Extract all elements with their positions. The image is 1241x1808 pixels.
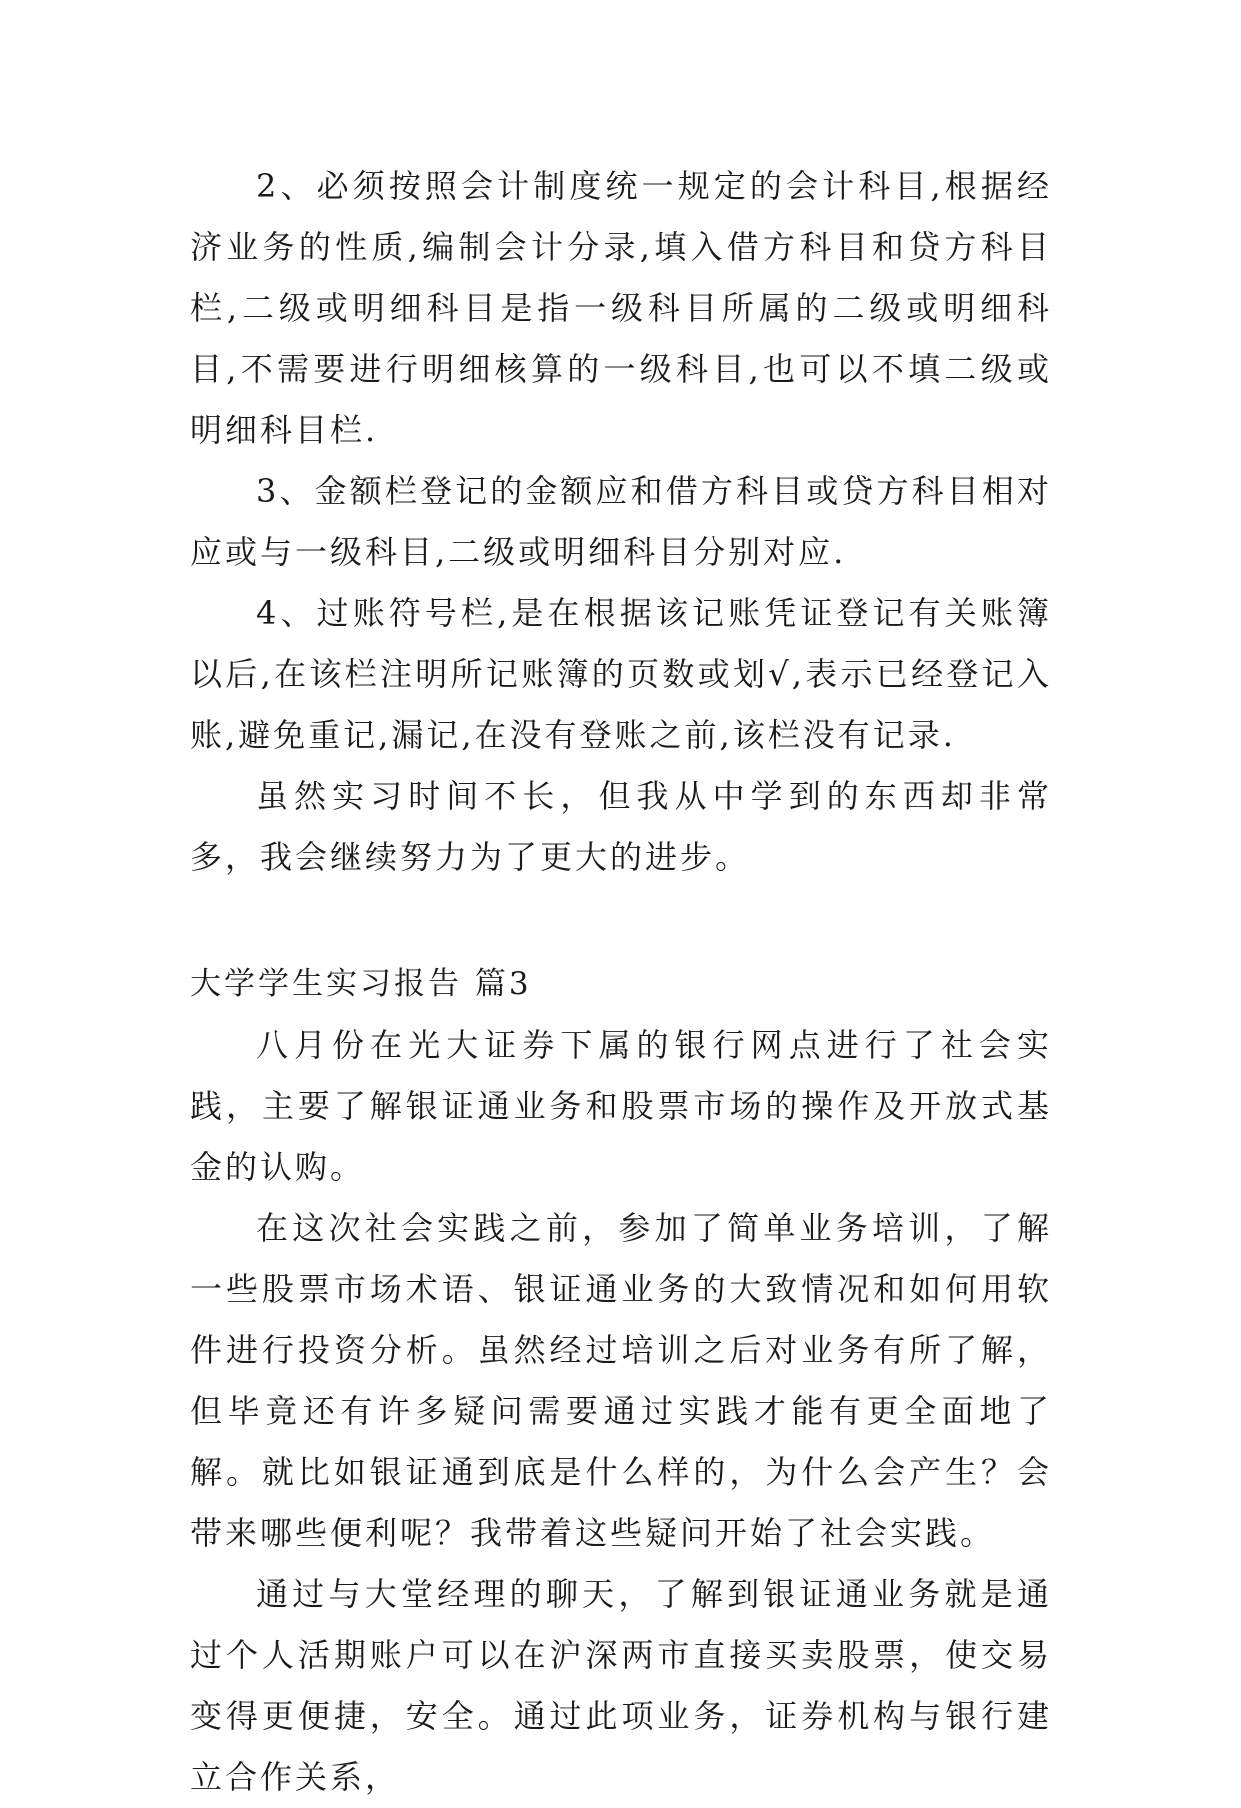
section-spacer	[190, 888, 1052, 954]
paragraph-item-2: 2、必须按照会计制度统一规定的会计科目,根据经济业务的性质,编制会计分录,填入借方科目和贷方科目栏,二级或明细科目是指一级科目所属的二级或明细科目,不需要进行明细核算的一级科目,也可以不填二级或明细科目栏.	[190, 167, 1052, 449]
paragraph-intro: 八月份在光大证券下属的银行网点进行了社会实践，主要了解银证通业务和股票市场的操作及开放式基金的认购。	[190, 1026, 1052, 1186]
document-body	[190, 156, 1052, 1808]
paragraph-conclusion: 虽然实习时间不长，但我从中学到的东西却非常多，我会继续努力为了更大的进步。	[190, 777, 1052, 876]
paragraph-item-3: 3、金额栏登记的金额应和借方科目或贷方科目相对应或与一级科目,二级或明细科目分别对应.	[190, 472, 1052, 571]
paragraph-item-4: 4、过账符号栏,是在根据该记账凭证登记有关账簿以后,在该栏注明所记账簿的页数或划√,表示已经登记入账,避免重记,漏记,在没有登账之前,该栏没有记录.	[190, 594, 1052, 754]
section-title: 大学学生实习报告 篇3	[190, 966, 532, 1002]
paragraph-training: 在这次社会实践之前，参加了简单业务培训，了解一些股票市场术语、银证通业务的大致情况和如何用软件进行投资分析。虽然经过培训之后对业务有所了解，但毕竟还有许多疑问需要通过实践才能有更全面地了解。就比如银证通到底是什么样的，为什么会产生？会带来哪些便利呢？我带着这些疑问开始了社会实践。	[190, 1209, 1052, 1552]
paragraph-service: 通过与大堂经理的聊天，了解到银证通业务就是通过个人活期账户可以在沪深两市直接买卖股票，使交易变得更便捷，安全。通过此项业务，证券机构与银行建立合作关系，	[190, 1575, 1052, 1796]
